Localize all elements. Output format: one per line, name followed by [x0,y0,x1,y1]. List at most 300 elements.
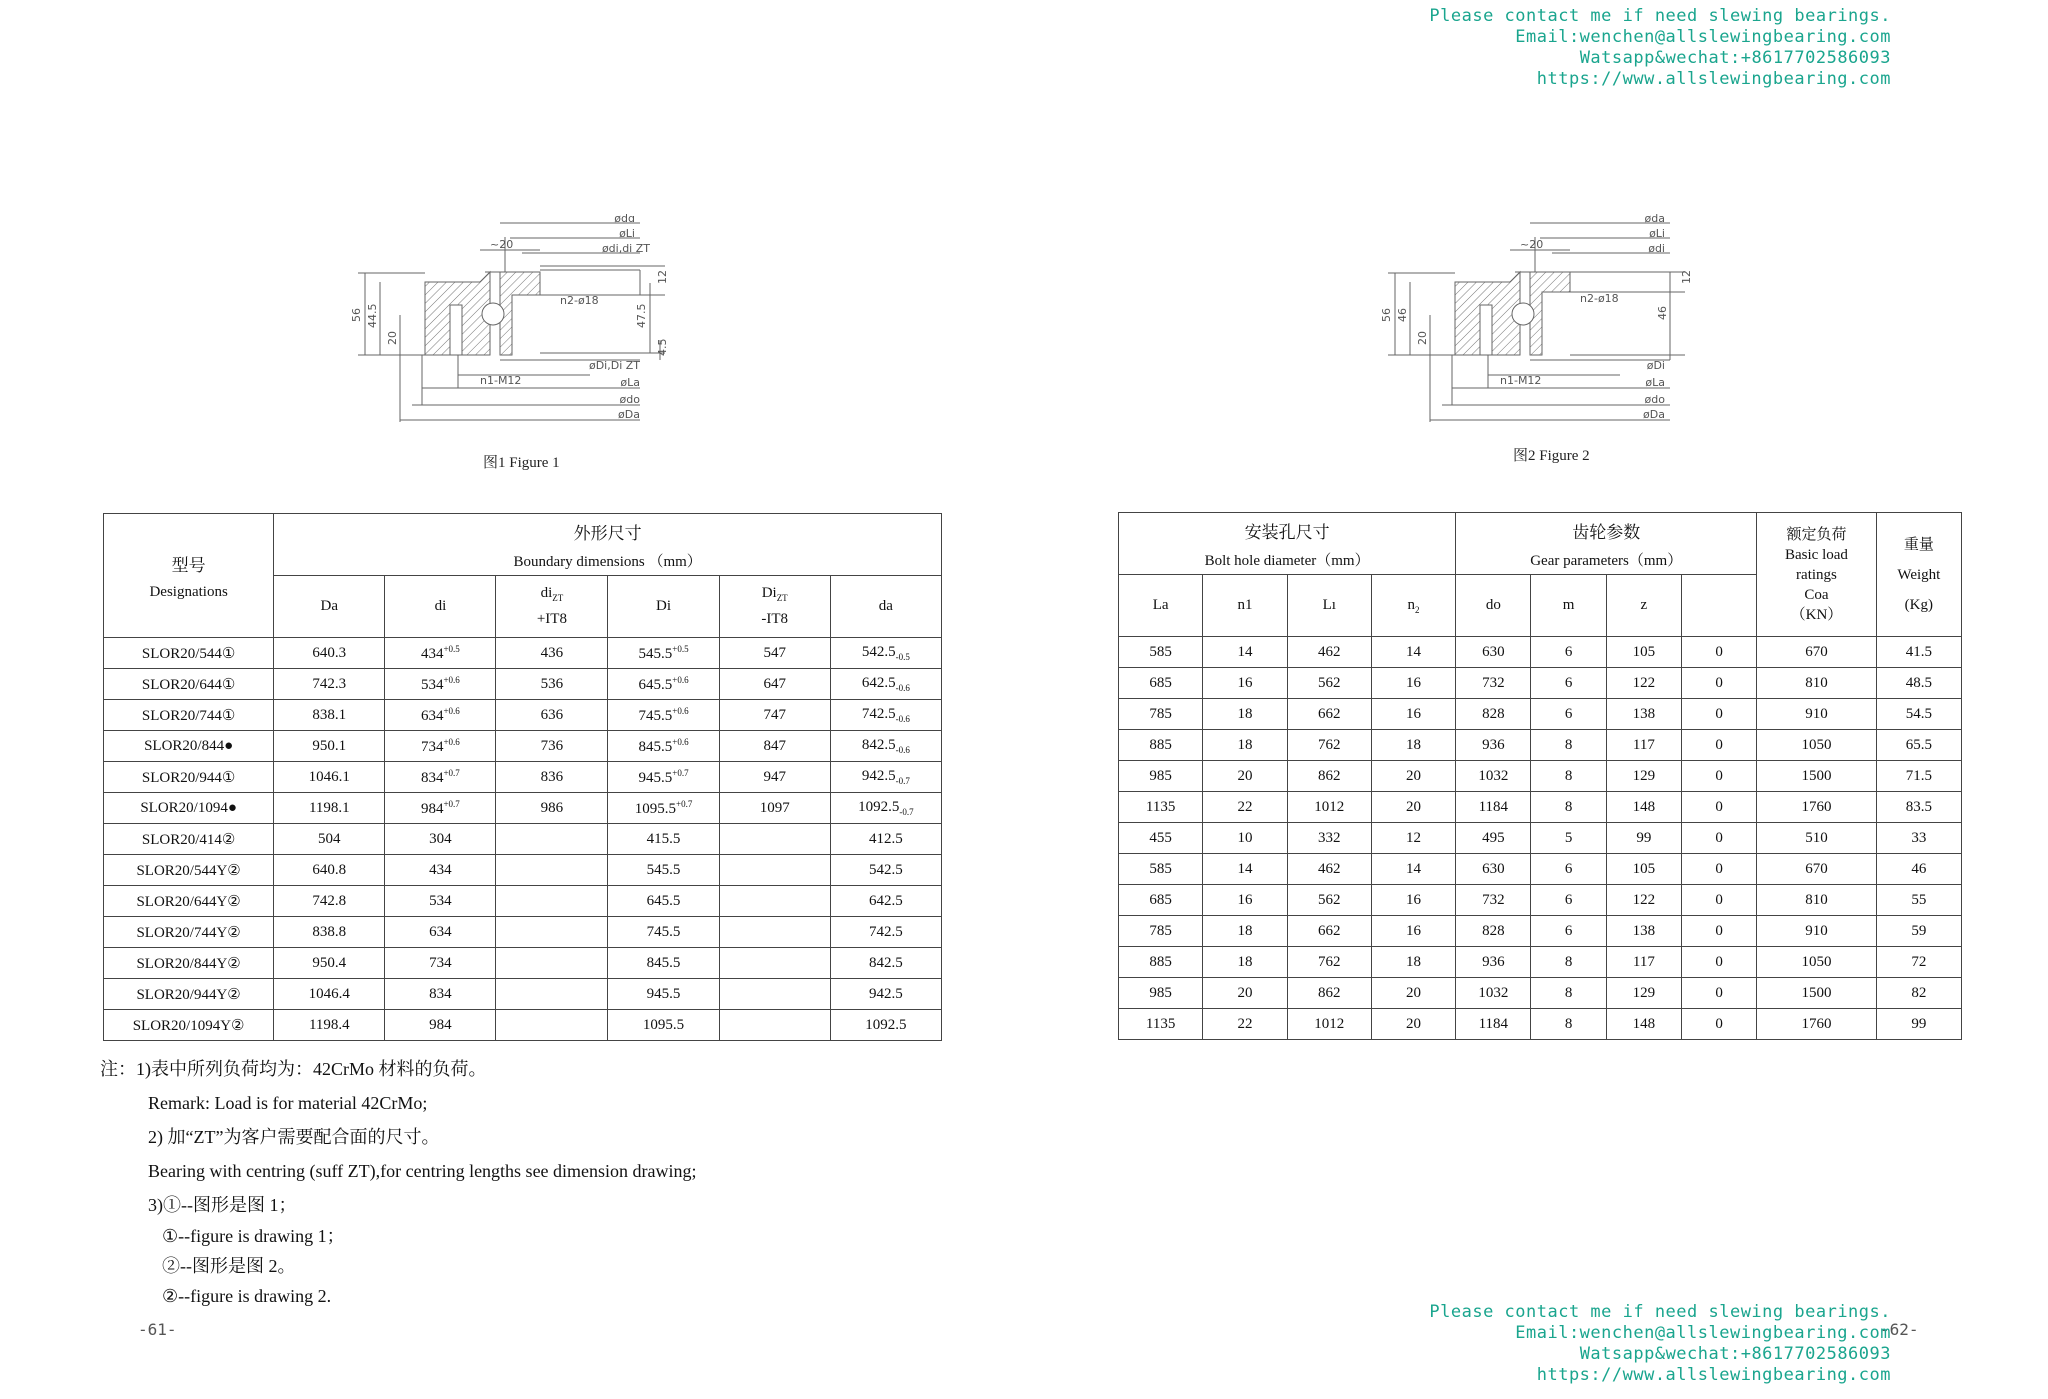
cell-value: 640.8 [312,861,347,878]
page-number-right: -62- [1880,1320,1919,1339]
col-header-Li: Lı [1287,575,1371,637]
contact-block-bottom [1429,1302,1891,1386]
cell-da [274,700,385,731]
cell-value: 534 [429,892,452,909]
cell-coa: 670 [1757,854,1876,885]
cell-do: 828 [1456,699,1531,730]
cell-da [830,1010,941,1041]
cell-do: 1032 [1456,978,1531,1009]
fig2-label-Di: øDi [1646,359,1665,372]
cell-value: SLOR20/844Y② [136,955,241,972]
cell-da [830,638,941,669]
cell-di [385,979,496,1010]
cell-w: 82 [1876,978,1961,1009]
cell-z: 117 [1606,730,1681,761]
cell-da [274,948,385,979]
cell-li: 662 [1287,916,1371,947]
cell-da [830,917,941,948]
col-header-Da: Da [274,576,385,638]
cell-da [830,700,941,731]
cell-li: 562 [1287,668,1371,699]
table-row [104,948,942,979]
cell-dizt [719,731,830,762]
cell-n2: 18 [1371,947,1455,978]
cell-w: 83.5 [1876,792,1961,823]
cell-x: 0 [1681,761,1756,792]
table-row [104,886,942,917]
fig1-label-do: ødo [619,393,640,406]
cell-value: 742.5 [868,923,903,940]
cell-la: 1135 [1119,792,1203,823]
cell-dizt [719,824,830,855]
note-2-zh: 2) 加“ZT”为客户需要配合面的尺寸。 [148,1127,440,1147]
header-weight-zh: 重量 [1903,536,1934,553]
fig1-label-Dizt: øDi,Di ZT [588,359,640,372]
table-row [104,917,942,948]
cell-da [274,917,385,948]
cell-value: 986 [540,799,564,816]
cell-value: 1198.1 [308,799,350,816]
cell-n1: 22 [1203,792,1287,823]
contact-email: Email:wenchen@allslewingbearing.com [1515,27,1891,47]
fig1-label-Da: øDa [618,408,640,421]
cell-la: 685 [1119,668,1203,699]
cell-tolerance: +0.7 [672,767,689,778]
cell-z: 148 [1606,792,1681,823]
fig2-label-di: ødi [1648,242,1665,255]
cell-value: 434 [420,645,444,662]
cell-m: 5 [1531,823,1606,854]
cell-value: 736 [540,737,564,754]
cell-di [608,886,719,917]
cell-des [104,1010,274,1041]
cell-value: 836 [540,768,564,785]
cell-value: 984 [429,1016,452,1033]
cell-di [608,762,719,793]
cell-do: 495 [1456,823,1531,854]
cell-dizt [719,979,830,1010]
contact-line: Please contact me if need slewing bearings. [1429,6,1891,26]
note-3-en: ①--figure is drawing 1； [162,1226,345,1246]
cell-coa: 1760 [1757,792,1876,823]
cell-dizt [719,638,830,669]
cell-la: 585 [1119,637,1203,668]
cell-value: 742.8 [312,892,347,909]
fig2-label-20v: 20 [1416,331,1429,345]
cell-value: 645.5 [646,892,681,909]
cell-value: 504 [318,830,341,847]
cell-value: SLOR20/544Y② [136,862,241,879]
col-header-dizt-tol: +IT8 [536,611,567,627]
cell-m: 6 [1531,916,1606,947]
cell-z: 99 [1606,823,1681,854]
cell-da [830,886,941,917]
cell-value: SLOR20/1094Y② [132,1017,245,1034]
col-header-da: da [830,576,941,638]
cell-dizt [496,762,608,793]
cell-x: 0 [1681,1009,1756,1040]
contact-phone: Watsapp&wechat:+8617702586093 [1579,1344,1891,1364]
header-weight [1876,513,1961,637]
cell-m: 8 [1531,761,1606,792]
header-load-en2: ratings [1796,566,1837,583]
fig1-label-li: øLi [619,227,635,240]
cell-la: 785 [1119,699,1203,730]
header-boundary-en: Boundary dimensions （mm） [513,553,702,570]
cell-coa: 810 [1757,668,1876,699]
cell-do: 828 [1456,916,1531,947]
cell-n1: 18 [1203,916,1287,947]
cell-da [830,793,941,824]
cell-la: 585 [1119,854,1203,885]
cell-n1: 22 [1203,1009,1287,1040]
cell-tolerance: +0.6 [443,736,460,747]
cell-la: 785 [1119,916,1203,947]
cell-value: 1095.5 [642,1016,685,1033]
bolt-gear-table [1118,512,1962,1040]
cell-n2: 16 [1371,668,1455,699]
col-header-La: La [1119,575,1203,637]
cell-m: 8 [1531,792,1606,823]
cell-n2: 16 [1371,885,1455,916]
header-bolt-zh: 安装孔尺寸 [1244,522,1330,542]
contact-line: Please contact me if need slewing bearings. [1429,1302,1891,1322]
cell-di [385,700,496,731]
cell-da [274,855,385,886]
cell-x: 0 [1681,823,1756,854]
cell-value: SLOR20/414② [141,831,236,848]
cell-value: 536 [540,675,564,692]
cell-di [385,886,496,917]
cell-des [104,855,274,886]
cell-coa: 1050 [1757,947,1876,978]
cell-tolerance: -0.6 [895,745,910,755]
col-header-dizt [496,576,608,638]
cell-value: 434 [429,861,452,878]
fig1-label-da: ødɑ [614,212,635,225]
cell-di [385,1010,496,1041]
cell-value: 734 [429,954,452,971]
cell-value: 734 [420,738,444,755]
cell-n1: 10 [1203,823,1287,854]
col-header-Di: Di [608,576,719,638]
header-bolt-en: Bolt hole diameter（mm） [1204,552,1370,569]
cell-coa: 1050 [1757,730,1876,761]
cell-value: 1095.5 [634,800,676,817]
fig1-label-20: ~20 [490,238,514,251]
header-gear-zh: 齿轮参数 [1572,522,1641,542]
cell-la: 1135 [1119,1009,1203,1040]
fig1-label-12: 12 [656,270,669,284]
cell-value: SLOR20/1094● [140,799,237,816]
table-row [1119,637,1962,668]
cell-di [608,638,719,669]
cell-n2: 18 [1371,730,1455,761]
cell-z: 122 [1606,885,1681,916]
cell-m: 6 [1531,854,1606,885]
cell-value: SLOR20/944① [141,769,236,786]
cell-value: 984 [420,800,444,817]
boundary-dimensions-table [103,513,942,1041]
cell-z: 148 [1606,1009,1681,1040]
cell-des [104,824,274,855]
cell-value: 945.5 [646,985,681,1002]
header-load-unit: （KN） [1790,606,1843,623]
cell-do: 732 [1456,885,1531,916]
cell-n2: 12 [1371,823,1455,854]
cell-dizt [496,1010,608,1041]
col-header-di: di [385,576,496,638]
col-header-Dizt-main: Di [761,585,777,601]
table-row [104,855,942,886]
cell-value: 545.5 [638,645,673,662]
cell-dizt [719,1010,830,1041]
cell-n1: 16 [1203,668,1287,699]
fig1-label-445: 44.5 [366,303,379,328]
cell-value: 845.5 [646,954,681,971]
cell-w: 59 [1876,916,1961,947]
cell-do: 936 [1456,730,1531,761]
cell-n1: 14 [1203,854,1287,885]
cell-value: 847 [763,737,786,754]
fig1-label-n2: n2-ø18 [560,294,599,307]
cell-n2: 20 [1371,761,1455,792]
cell-do: 1184 [1456,1009,1531,1040]
fig2-label-46r: 46 [1656,306,1669,320]
cell-di [385,638,496,669]
header-load-coa: Coa [1804,586,1829,603]
cell-li: 762 [1287,730,1371,761]
header-load-en1: Basic load [1785,546,1848,563]
fig1-label-n1: n1-M12 [480,374,522,387]
cell-coa: 1760 [1757,1009,1876,1040]
cell-coa: 910 [1757,916,1876,947]
cell-li: 1012 [1287,1009,1371,1040]
col-header-Dizt-tol: -IT8 [761,611,789,627]
col-header-n2-sub: 2 [1415,604,1420,615]
table-row [1119,885,1962,916]
cell-tolerance: +0.6 [672,705,689,716]
cell-value: 834 [429,985,452,1002]
table-row [104,669,942,700]
cell-value: SLOR20/744① [141,707,236,724]
contact-email: Email:wenchen@allslewingbearing.com [1515,1323,1891,1343]
cell-dizt [496,948,608,979]
cell-z: 122 [1606,668,1681,699]
cell-dizt [719,793,830,824]
fig2-label-n2: n2-ø18 [1580,292,1619,305]
figure-1-drawing [340,210,680,435]
cell-value: 1198.4 [308,1016,350,1033]
cell-value: 642.5 [868,892,903,909]
cell-la: 455 [1119,823,1203,854]
cell-des [104,700,274,731]
cell-dizt [496,731,608,762]
cell-value: 304 [429,830,452,847]
cell-des [104,886,274,917]
cell-coa: 510 [1757,823,1876,854]
cell-w: 46 [1876,854,1961,885]
cell-di [385,855,496,886]
col-header-do: do [1456,575,1531,637]
cell-value: 845.5 [638,738,673,755]
cell-z: 138 [1606,916,1681,947]
cell-value: 634 [429,923,452,940]
cell-w: 33 [1876,823,1961,854]
cell-w: 54.5 [1876,699,1961,730]
cell-tolerance: +0.5 [443,643,460,654]
cell-value: 436 [540,644,564,661]
cell-tolerance: -0.6 [895,714,910,724]
cell-dizt [719,855,830,886]
cell-di [608,979,719,1010]
cell-m: 8 [1531,947,1606,978]
cell-w: 55 [1876,885,1961,916]
cell-li: 862 [1287,761,1371,792]
cell-di [385,793,496,824]
cell-n2: 14 [1371,854,1455,885]
header-gear-en: Gear parameters（mm） [1530,552,1683,569]
cell-x: 0 [1681,792,1756,823]
cell-z: 129 [1606,978,1681,1009]
cell-x: 0 [1681,730,1756,761]
cell-w: 99 [1876,1009,1961,1040]
cell-di [385,824,496,855]
page-number-left: -61- [138,1320,177,1339]
cell-tolerance: +0.7 [676,798,693,809]
cell-value: SLOR20/644Y② [136,893,241,910]
cell-m: 8 [1531,1009,1606,1040]
cell-di [385,731,496,762]
header-bolt [1119,513,1456,575]
table-row [104,731,942,762]
cell-n2: 14 [1371,637,1455,668]
cell-value: 838.1 [312,706,347,723]
cell-value: 1046.1 [308,768,350,785]
col-header-n2 [1371,575,1455,637]
notes-block [100,1052,697,1310]
cell-la: 885 [1119,730,1203,761]
cell-dizt [719,886,830,917]
cell-n1: 18 [1203,699,1287,730]
cell-li: 862 [1287,978,1371,1009]
contact-block-top [1429,6,1891,90]
cell-dizt [496,979,608,1010]
table-row [1119,978,1962,1009]
cell-n2: 16 [1371,699,1455,730]
cell-n1: 18 [1203,947,1287,978]
boundary-table-body [104,638,942,1041]
cell-tolerance: +0.6 [443,705,460,716]
fig2-label-da: øda [1644,212,1665,225]
cell-value: 842.5 [861,737,896,753]
cell-value: 645.5 [638,676,673,693]
cell-di [385,669,496,700]
cell-x: 0 [1681,854,1756,885]
cell-n2: 20 [1371,1009,1455,1040]
cell-value: 745.5 [646,923,681,940]
contact-url: https://www.allslewingbearing.com [1536,69,1891,89]
header-load [1757,513,1876,637]
cell-des [104,762,274,793]
table-row [104,638,942,669]
cell-w: 48.5 [1876,668,1961,699]
cell-m: 6 [1531,637,1606,668]
note-2-en: Bearing with centring (suff ZT),for centring lengths see dimension drawing; [148,1161,697,1181]
cell-dizt [496,700,608,731]
cell-des [104,793,274,824]
table-row [104,700,942,731]
cell-value: 745.5 [638,707,673,724]
cell-coa: 810 [1757,885,1876,916]
cell-da [830,731,941,762]
cell-di [608,948,719,979]
table-row [1119,823,1962,854]
cell-value: SLOR20/744Y② [136,924,241,941]
cell-value: 1092.5 [865,1016,907,1033]
cell-do: 630 [1456,854,1531,885]
header-designations-zh: 型号 [171,555,206,575]
cell-da [274,638,385,669]
cell-tolerance: -0.5 [895,652,910,662]
note-4-zh: ②--图形是图 2。 [162,1256,296,1276]
header-load-zh: 额定负荷 [1786,526,1847,543]
fig2-label-li: øLi [1649,227,1665,240]
col-header-Dizt-sub: ZT [776,593,788,603]
cell-coa: 670 [1757,637,1876,668]
cell-n1: 14 [1203,637,1287,668]
table-row [1119,947,1962,978]
cell-dizt [719,762,830,793]
table-row [104,979,942,1010]
cell-li: 332 [1287,823,1371,854]
bolt-gear-table-body [1119,637,1962,1040]
cell-coa: 910 [1757,699,1876,730]
cell-des [104,669,274,700]
note-1-zh: 注：1)表中所列负荷均为：42CrMo 材料的负荷。 [100,1059,487,1079]
cell-coa: 1500 [1757,978,1876,1009]
cell-di [608,731,719,762]
cell-m: 6 [1531,668,1606,699]
cell-do: 732 [1456,668,1531,699]
header-gear [1456,513,1757,575]
cell-value: SLOR20/644① [141,676,236,693]
cell-da [274,793,385,824]
cell-n1: 20 [1203,978,1287,1009]
table-row [1119,1009,1962,1040]
cell-z: 105 [1606,637,1681,668]
cell-z: 117 [1606,947,1681,978]
fig2-label-La: øLa [1645,376,1665,389]
cell-value: 742.3 [312,675,347,692]
cell-value: 834 [420,769,444,786]
cell-dizt [719,669,830,700]
cell-z: 105 [1606,854,1681,885]
cell-dizt [496,855,608,886]
cell-tolerance: +0.7 [443,798,460,809]
col-header-n2-main: n [1407,596,1416,613]
cell-value: 942.5 [861,768,896,784]
cell-da [274,824,385,855]
fig2-label-46: 46 [1396,308,1409,322]
fig2-label-56: 56 [1380,308,1393,322]
cell-x: 0 [1681,668,1756,699]
cell-value: 547 [763,644,786,661]
col-header-m: m [1531,575,1606,637]
cell-value: 838.8 [312,923,347,940]
cell-des [104,638,274,669]
cell-tolerance: +0.6 [672,736,689,747]
